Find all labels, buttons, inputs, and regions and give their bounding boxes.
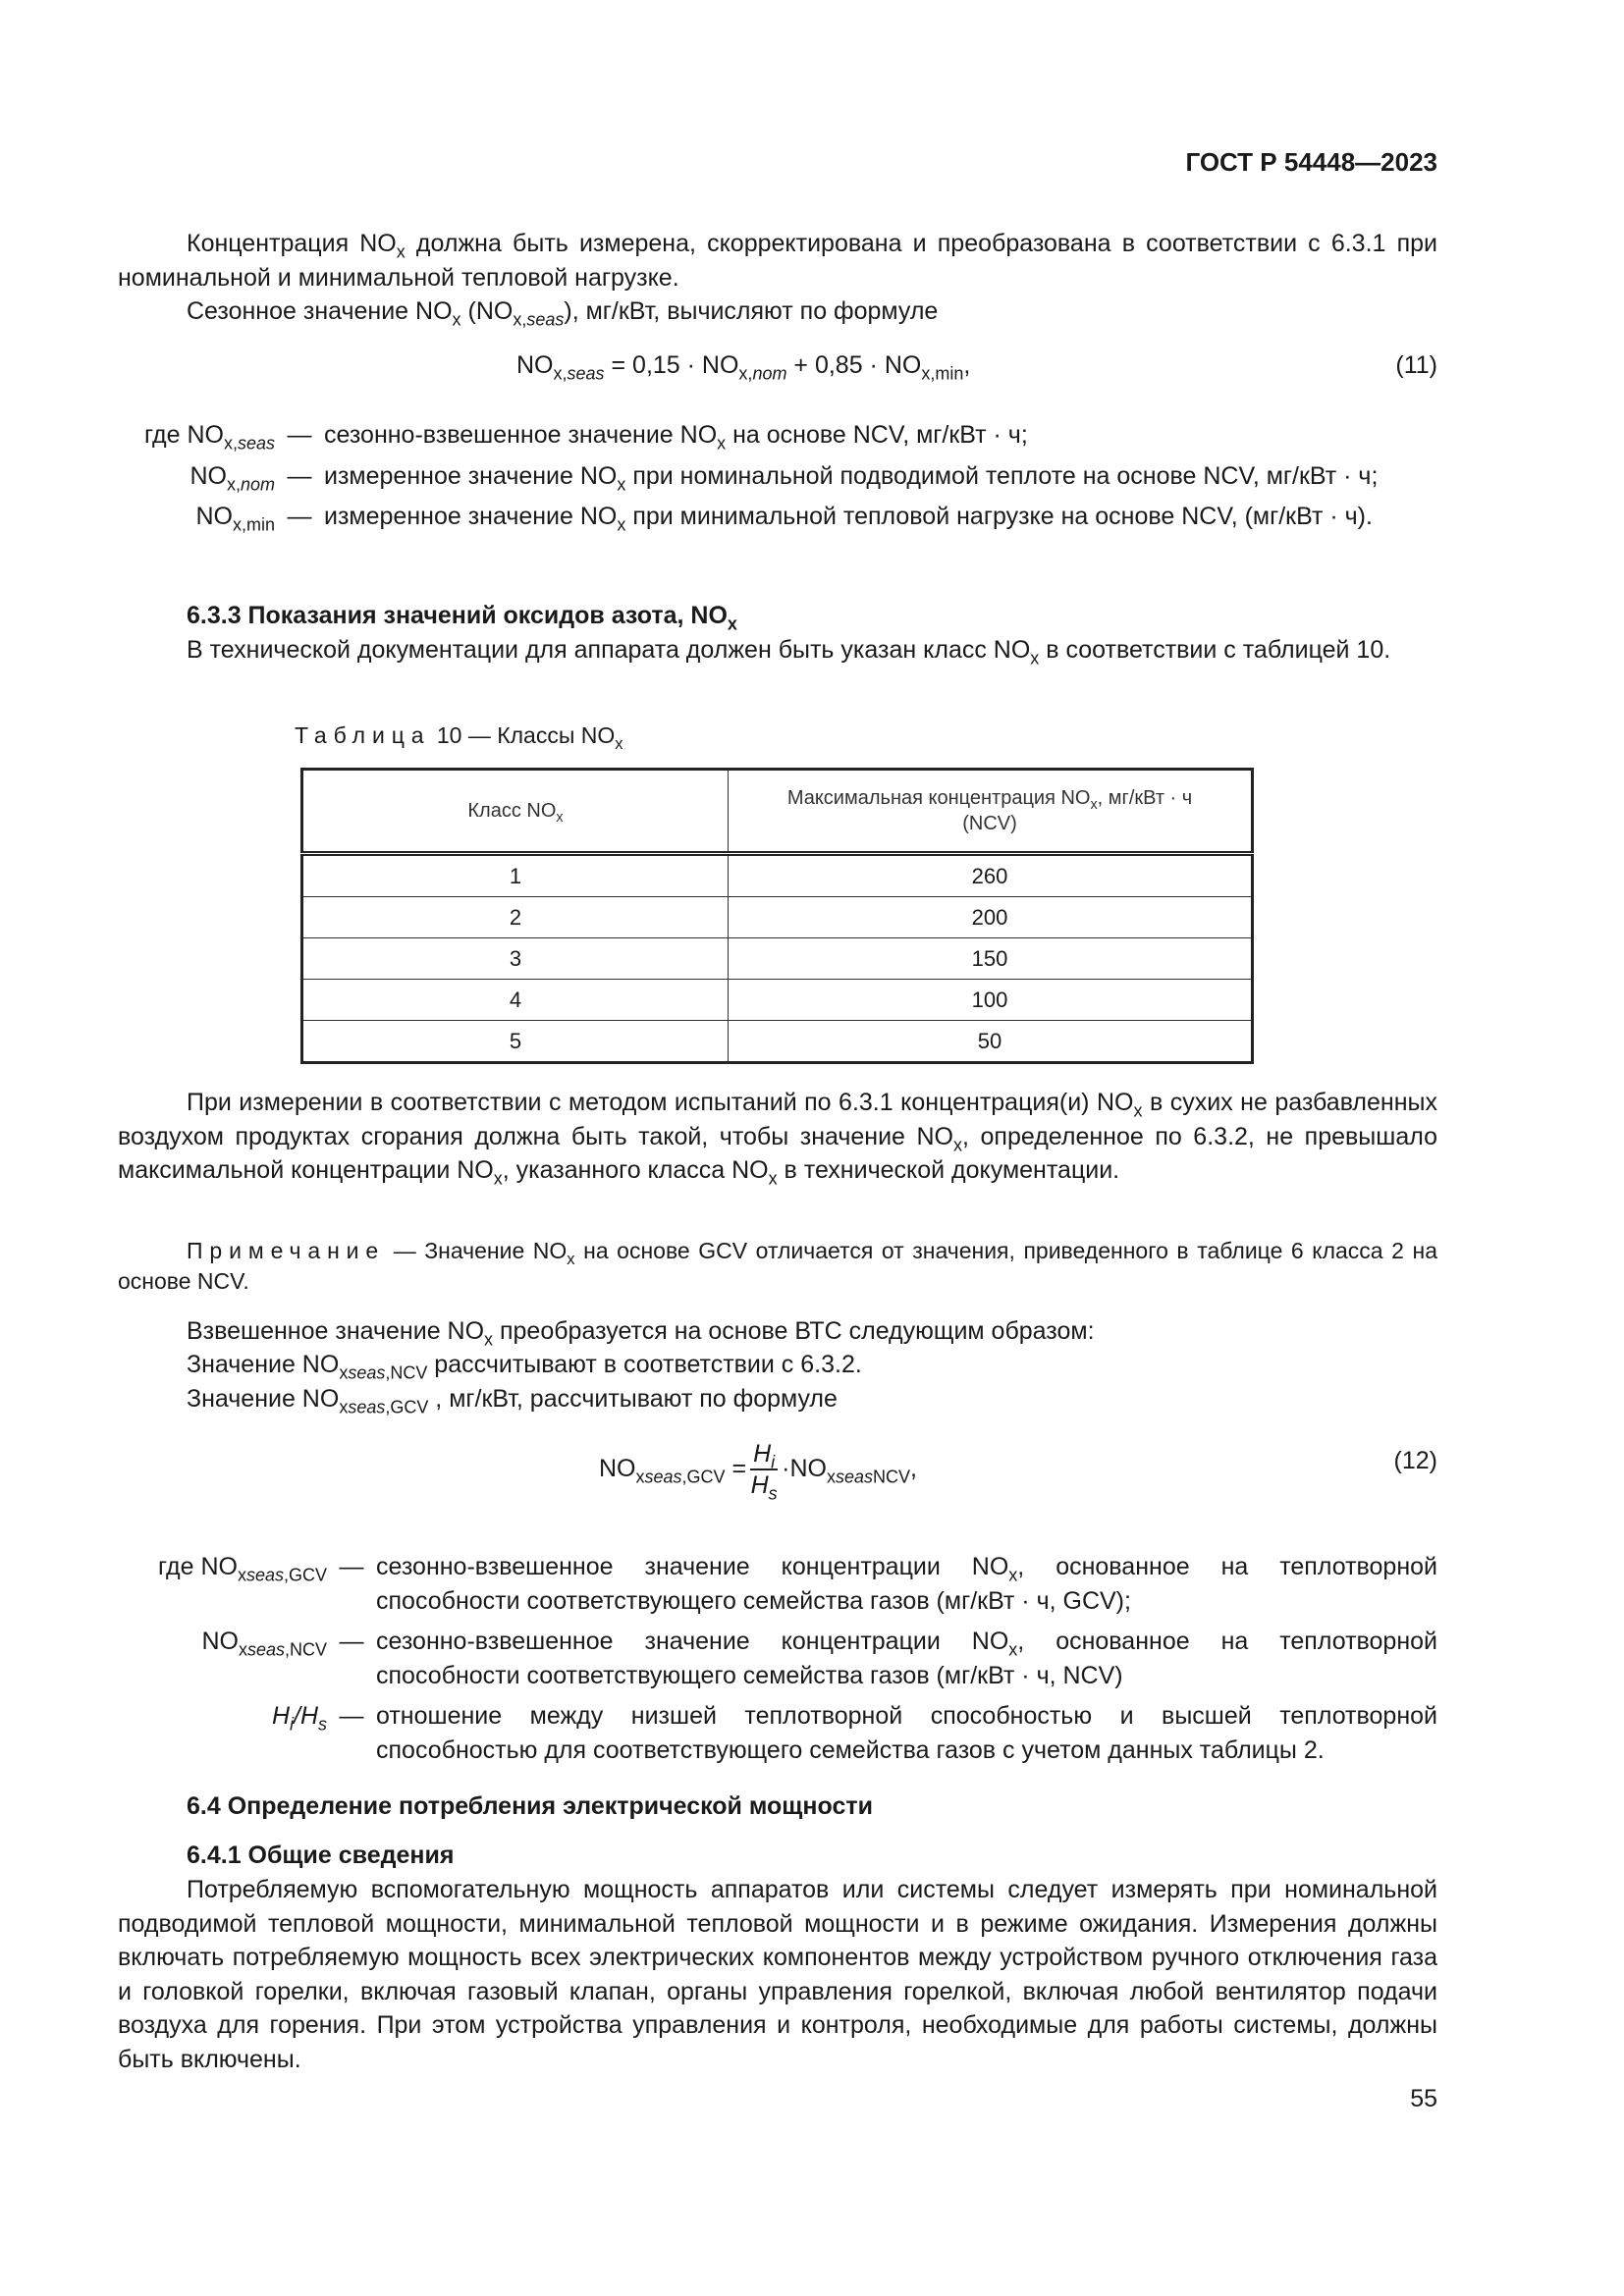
fraction-hi-hs xyxy=(750,1439,778,1504)
subscript: i xyxy=(771,1452,776,1472)
dash: — xyxy=(287,421,312,449)
text-run: сезонно-взвешенное значение концентрации NO xyxy=(376,1553,1009,1580)
subscript: seas xyxy=(237,433,275,454)
subscript: x xyxy=(1090,797,1098,814)
subscript: x xyxy=(768,1168,778,1189)
equation-number-11: (11) xyxy=(1395,351,1437,379)
equation-number-12: (12) xyxy=(1393,1447,1437,1474)
subscript: x,min xyxy=(232,514,275,535)
heading-6-4-1 xyxy=(118,1839,1437,1873)
column-header-max-concentration xyxy=(729,770,1253,854)
text-run: , основанное на теплотворной способности соответствующего семейства газов (мг/кВт · ч, NCV) xyxy=(376,1628,1438,1689)
text-run: 6.3.3 Показания значений оксидов азота, NO xyxy=(187,602,728,629)
subscript: x xyxy=(339,1362,349,1383)
text-run: = 0,15 · NO xyxy=(604,351,739,379)
spaced-label: Примечание xyxy=(187,1238,386,1263)
definition-item xyxy=(118,1550,1437,1618)
table-row xyxy=(302,897,1253,938)
text-run: измеренное значение NO xyxy=(324,503,618,530)
cell-class: 5 xyxy=(302,1021,729,1063)
text-run: в соответствии с таблицей 10. xyxy=(1039,636,1391,664)
text-run: NO xyxy=(599,1454,636,1482)
definition-item xyxy=(118,459,1437,494)
text-run: = xyxy=(725,1454,747,1482)
table-caption xyxy=(295,722,623,753)
subscript: seas xyxy=(348,1362,386,1383)
subscript: i xyxy=(290,1714,294,1735)
subscript: seas xyxy=(835,1466,874,1486)
formula-11 xyxy=(516,351,971,384)
heading-6-3-3 xyxy=(118,599,1437,633)
cell-class: 4 xyxy=(302,980,729,1021)
subscript: x xyxy=(238,1639,247,1660)
definition-item xyxy=(118,1699,1437,1767)
table-row xyxy=(302,980,1253,1021)
definition-term xyxy=(118,418,275,453)
subscript: x, xyxy=(513,309,527,330)
text-run: NO xyxy=(189,461,227,490)
cell-max-concentration: 150 xyxy=(729,938,1253,980)
text-run: Значение NO xyxy=(187,1385,340,1413)
subscript: seas xyxy=(526,309,565,330)
table-row xyxy=(302,1021,1253,1063)
note xyxy=(118,1236,1437,1297)
text-run: отношение между низшей теплотворной способностью и высшей теплотворной способностью для соответствующего семейства газов с учетом данных таблицы 2. xyxy=(376,1702,1437,1764)
text-run: В технической документации для аппарата должен быть указан класс NO xyxy=(187,636,1031,664)
subscript: nom xyxy=(752,363,787,384)
definition-text xyxy=(324,459,1437,494)
text-run: , xyxy=(963,351,971,379)
text-run: Потребляемую вспомогательную мощность аппаратов или системы следует измерять при номинальной подводимой тепловой мощности, минимальной тепловой мощности и в режиме ожидания. Измерения должны включать потребляемую мощность всех электрических компонентов между устройством ручного отключения газа и головкой горелки, включая газовый клапан, органы управления горелкой, включая любой вентилятор подачи воздуха для горения. При этом устройства управления и контроля, необходимые для работы системы, должны быть включены. xyxy=(118,1876,1437,2073)
cell-class: 1 xyxy=(302,854,729,897)
text-run: ), мг/кВт, вычисляют по формуле xyxy=(564,297,939,325)
text-run: H xyxy=(271,1702,290,1730)
text-run: При измерении в соответствии с методом испытаний по 6.3.1 концентрация(и) NO xyxy=(187,1089,1134,1116)
subscript: x, xyxy=(553,363,568,384)
subscript: NCV xyxy=(873,1466,911,1486)
text-run: — Значение NO xyxy=(385,1238,568,1263)
subscript: seas xyxy=(567,363,605,384)
text-run: на основе GCV отличается от значения, приведенного в таблице 6 класса 2 на основе NCV. xyxy=(118,1238,1437,1294)
dash: — xyxy=(339,1553,364,1580)
subscript: s xyxy=(768,1483,778,1504)
definition-item xyxy=(118,1625,1437,1692)
dash: — xyxy=(339,1628,364,1655)
text-run: должна быть измерена, скорректирована и преобразована в соответствии с 6.3.1 при номинальной и минимальной тепловой нагрузке. xyxy=(118,230,1438,292)
formula-12-lhs xyxy=(599,1454,747,1486)
cell-class: 2 xyxy=(302,897,729,938)
subscript: x xyxy=(567,1249,575,1268)
text-run: где NO xyxy=(158,1553,238,1580)
definition-term xyxy=(118,500,275,534)
subscript: x xyxy=(826,1466,836,1486)
subscript: x xyxy=(1008,1639,1018,1660)
subscript: ,NCV xyxy=(284,1639,327,1660)
paragraph-class-requirement xyxy=(118,633,1437,667)
text-run: NO xyxy=(195,503,233,530)
table-row xyxy=(302,938,1253,980)
text-run: , xyxy=(910,1454,917,1482)
column-header-class xyxy=(302,770,729,854)
text-run: , указанного класса NO xyxy=(502,1156,769,1184)
definition-term xyxy=(118,1699,327,1767)
subscript: x xyxy=(953,1134,963,1154)
text-run: NO xyxy=(516,351,554,379)
subscript: ,GCV xyxy=(283,1565,327,1585)
text-run: в сухих не разбавленных воздухом продуктах сгорания должна быть такой, чтобы значение NO xyxy=(118,1089,1437,1150)
text-run: преобразуется на основе ВТС следующим образом: xyxy=(493,1317,1095,1345)
cell-max-concentration: 200 xyxy=(729,897,1253,938)
where-list-12 xyxy=(118,1550,1437,1774)
subscript: x xyxy=(396,241,406,262)
where-list-11 xyxy=(118,418,1437,541)
text-run: (NCV) xyxy=(962,813,1017,834)
dash: — xyxy=(287,461,312,490)
definition-text xyxy=(324,418,1437,453)
subscript: seas xyxy=(246,1639,285,1660)
text-run: Концентрация NO xyxy=(187,230,397,257)
paragraph-nox-measurement xyxy=(118,227,1437,294)
definition-item xyxy=(118,418,1437,453)
text-run: + 0,85 · NO xyxy=(786,351,922,379)
subscript: x xyxy=(1030,648,1040,668)
text-run: измеренное значение NO xyxy=(324,461,618,490)
paragraph-general-info xyxy=(118,1873,1437,2076)
text-run: H xyxy=(750,1471,769,1499)
subscript: x, xyxy=(223,433,238,454)
paragraph-weighted-3 xyxy=(118,1382,1437,1416)
text-run: на основе NCV, мг/кВт · ч; xyxy=(726,421,1028,449)
subscript: x xyxy=(493,1168,503,1189)
text-run: , мг/кВт, рассчитывают по формуле xyxy=(428,1385,838,1413)
text-run: Класс NO xyxy=(467,800,557,822)
paragraph-seasonal-value xyxy=(118,294,1437,329)
text-run: (NO xyxy=(460,297,514,325)
spaced-label: Таблица xyxy=(295,722,431,748)
subscript: s xyxy=(318,1714,327,1735)
text-run: при номинальной подводимой теплоте на основе NCV, мг/кВт · ч; xyxy=(625,461,1379,490)
text-run: , определенное по 6.3.2, не превышало максимальной концентрации NO xyxy=(118,1122,1437,1184)
subscript: x, xyxy=(226,473,241,494)
heading-6-4 xyxy=(118,1789,1437,1824)
subscript: x xyxy=(727,614,737,634)
subscript: x xyxy=(1133,1100,1143,1121)
formula-12-rhs xyxy=(782,1454,917,1486)
subscript: x xyxy=(617,514,626,535)
text-run: H xyxy=(753,1440,772,1468)
cell-class: 3 xyxy=(302,938,729,980)
paragraph-measurement-conditions xyxy=(118,1086,1437,1188)
text-run: в технической документации. xyxy=(777,1156,1120,1184)
text-run: 6.4.1 Общие сведения xyxy=(187,1842,455,1869)
subscript: x xyxy=(1008,1565,1018,1585)
definition-term xyxy=(118,1625,327,1692)
text-run: /H xyxy=(294,1702,318,1730)
subscript: x, xyxy=(738,363,753,384)
text-run: , мг/кВт · ч xyxy=(1097,787,1193,809)
text-run: при минимальной тепловой нагрузке на основе NCV, (мг/кВт · ч). xyxy=(625,503,1373,530)
text-run: 6.4 Определение потребления электрической мощности xyxy=(187,1792,873,1820)
text-run: где NO xyxy=(144,421,224,449)
subscript: x xyxy=(339,1397,349,1417)
definition-text xyxy=(376,1625,1437,1692)
subscript: seas xyxy=(348,1397,386,1417)
text-run: сезонно-взвешенное значение NO xyxy=(324,421,718,449)
fraction-numerator xyxy=(750,1439,778,1470)
subscript: x,min xyxy=(921,363,964,384)
dash: — xyxy=(287,503,312,530)
text-run: ·NO xyxy=(782,1454,827,1482)
paragraph-weighted-2 xyxy=(118,1348,1437,1382)
subscript: seas xyxy=(245,1565,284,1585)
definition-term xyxy=(118,1550,327,1618)
definition-text xyxy=(324,500,1437,534)
text-run: 10 — Классы NO xyxy=(430,722,616,748)
subscript: x xyxy=(635,1466,645,1486)
subscript: nom xyxy=(240,473,275,494)
subscript: x xyxy=(617,473,626,494)
definition-text xyxy=(376,1699,1437,1767)
text-run: сезонно-взвешенное значение концентрации NO xyxy=(376,1628,1009,1655)
subscript: ,GCV xyxy=(385,1397,429,1417)
definition-term xyxy=(118,459,275,494)
dash: — xyxy=(339,1702,364,1730)
text-run: Максимальная концентрация NO xyxy=(786,787,1091,809)
subscript: x xyxy=(615,733,623,753)
definition-text xyxy=(376,1550,1437,1618)
formula-12 xyxy=(599,1439,917,1504)
text-run: , основанное на теплотворной способности соответствующего семейства газов (мг/кВт · ч, GCV); xyxy=(376,1553,1438,1615)
cell-max-concentration: 260 xyxy=(729,854,1253,897)
subscript: x xyxy=(484,1329,494,1350)
subscript: x xyxy=(452,309,461,330)
text-run: Значение NO xyxy=(187,1351,340,1378)
table-nox-classes xyxy=(300,768,1254,1064)
text-run: Взвешенное значение NO xyxy=(187,1317,485,1345)
paragraph-weighted-1 xyxy=(118,1314,1437,1349)
subscript: x xyxy=(556,810,564,827)
subscript: x xyxy=(717,433,727,454)
text-run: Сезонное значение NO xyxy=(187,297,453,325)
subscript: x xyxy=(237,1565,246,1585)
text-run: рассчитывают в соответствии с 6.3.2. xyxy=(427,1351,862,1378)
cell-max-concentration: 100 xyxy=(729,980,1253,1021)
cell-max-concentration: 50 xyxy=(729,1021,1253,1063)
subscript: ,GCV xyxy=(681,1466,726,1486)
fraction-denominator xyxy=(750,1470,778,1504)
definition-item xyxy=(118,500,1437,534)
document-header: ГОСТ Р 54448—2023 xyxy=(1185,147,1437,177)
table-row xyxy=(302,854,1253,897)
subscript: ,NCV xyxy=(385,1362,428,1383)
subscript: seas xyxy=(644,1466,682,1486)
text-run: NO xyxy=(201,1628,239,1655)
page-number: 55 xyxy=(1410,2085,1437,2112)
